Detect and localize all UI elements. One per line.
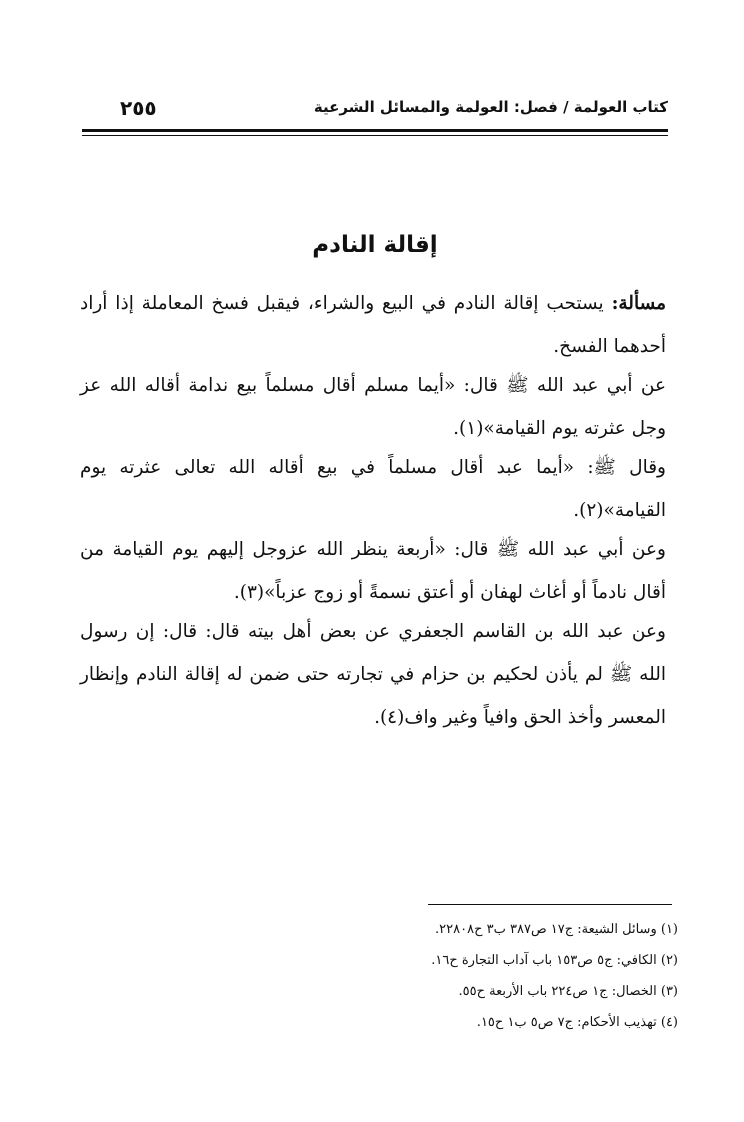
header-rule-thin — [82, 135, 668, 136]
header-title: كتاب العولمة / فصل: العولمة والمسائل الشرعية — [313, 98, 668, 116]
paragraph-4 — [80, 528, 666, 614]
header-rule-thick — [82, 129, 668, 132]
footnote-1: (١) وسائل الشيعة: ج١٧ ص٣٨٧ ب٣ ح٢٢٨٠٨. — [435, 922, 678, 937]
paragraph-lead: مسألة: — [611, 293, 666, 314]
footnote-separator — [428, 904, 672, 905]
paragraph-text: يستحب إقالة النادم في البيع والشراء، فيقبل فسخ المعاملة إذا أراد أحدهما الفسخ. — [80, 293, 666, 357]
paragraph-text: وقال ﷺ: «أيما عبد أقال مسلماً في بيع أقاله الله تعالى عثرته يوم القيامة»(٢). — [80, 457, 666, 521]
footnotes — [78, 914, 678, 1038]
page-number: ٢٥٥ — [120, 96, 157, 120]
running-header — [82, 96, 668, 124]
paragraph-2 — [80, 364, 666, 450]
paragraph-text: وعن أبي عبد الله ﷺ قال: «أربعة ينظر الله عزوجل إليهم يوم القيامة من أقال نادماً أو أغاث لهفان أو أعتق نسمةً أو زوج عزباً»(٣). — [80, 539, 666, 603]
paragraph-5 — [80, 610, 666, 739]
paragraph-text: وعن عبد الله بن القاسم الجعفري عن بعض أهل بيته قال: قال: إن رسول الله ﷺ لم يأذن لحكيم بن حزام في تجارته حتى ضمن له إقالة النادم وإنظار المعسر وأخذ الحق وافياً وغير واف(٤). — [80, 621, 666, 728]
section-title: إقالة النادم — [312, 232, 438, 258]
paragraph-1 — [80, 282, 666, 368]
paragraph-text: عن أبي عبد الله ﷺ قال: «أيما مسلم أقال مسلماً بيع ندامة أقاله الله عز وجل عثرته يوم القيامة»(١). — [80, 375, 666, 439]
footnote-2: (٢) الكافي: ج٥ ص١٥٣ باب آداب التجارة ح١٦. — [431, 953, 678, 968]
footnote-3: (٣) الخصال: ج١ ص٢٢٤ باب الأربعة ح٥٥. — [458, 984, 678, 999]
footnote-4: (٤) تهذيب الأحكام: ج٧ ص٥ ب١ ح١٥. — [476, 1015, 678, 1030]
paragraph-3 — [80, 446, 666, 532]
